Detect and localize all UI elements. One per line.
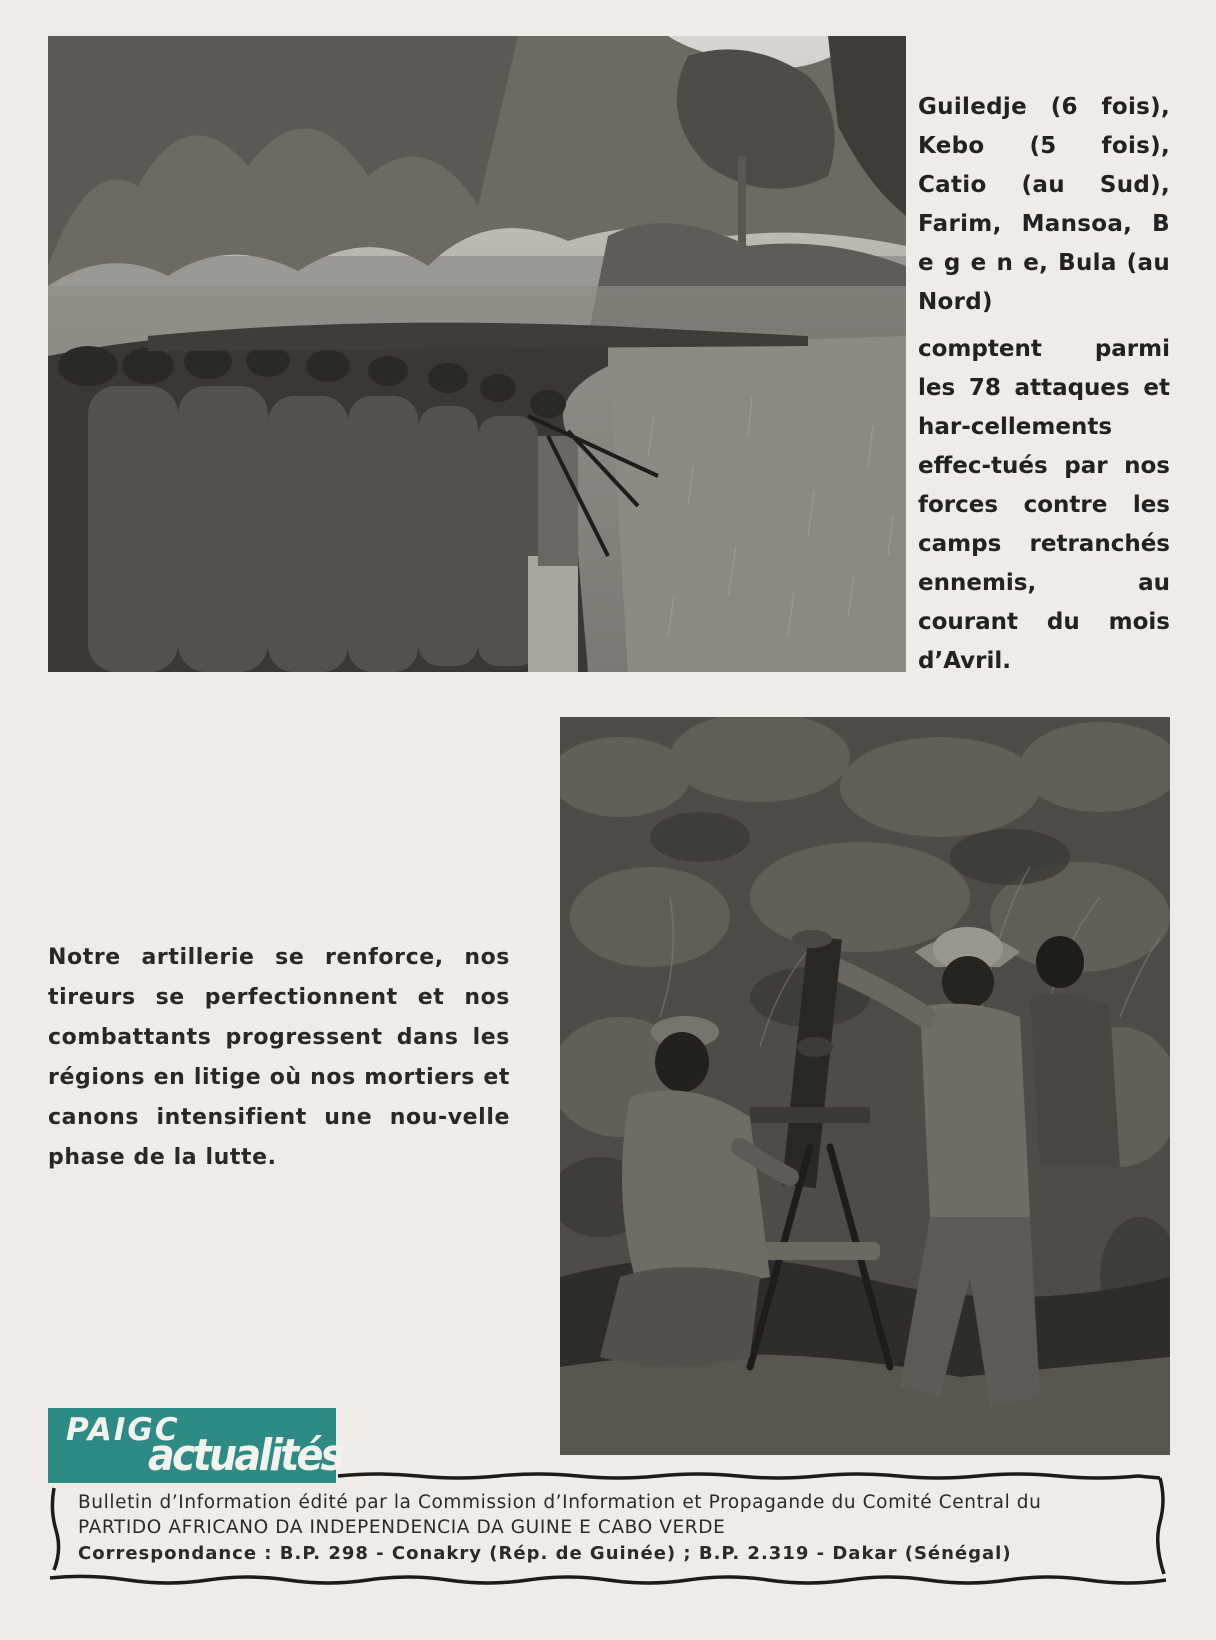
soldiers-column-photo: [48, 36, 906, 672]
caption-place-list: Guiledje (6 fois), Kebo (5 fois), Catio (au Sud), Farim, Mansoa, B e g e n e, Bula (au Nord): [918, 94, 1170, 315]
logo-actualites-text: actualités: [148, 1430, 342, 1481]
party-name: PARTIDO AFRICANO DA INDEPENDENCIA DA GUINE E CABO VERDE: [78, 1517, 726, 1538]
bulletin-description: Bulletin d’Information édité par la Commission d’Information et Propagande du Comité Central du: [78, 1492, 1042, 1513]
publisher-info-box: [48, 1470, 1170, 1592]
mortar-crew-photo: [560, 717, 1170, 1455]
caption-attack-summary: comptent parmi les 78 attaques et har-cellements effec-tués par nos forces contre les camps retranchés ennemis, au courant du mois d’Avril.: [918, 336, 1170, 674]
bottom-photo-caption: Notre artillerie se renforce, nos tireurs se perfectionnent et nos combattants progressent dans les régions en litige où nos mortiers et canons intensifient une nou-velle phase de la lutte.: [48, 945, 510, 1170]
footer-text: [78, 1490, 1148, 1568]
correspondence-address: Correspondance : B.P. 298 - Conakry (Rép. de Guinée) ; B.P. 2.319 - Dakar (Sénégal): [78, 1543, 1012, 1564]
logo-paigc-text: PAIGC: [66, 1412, 180, 1448]
top-photo-caption: [918, 88, 1170, 689]
